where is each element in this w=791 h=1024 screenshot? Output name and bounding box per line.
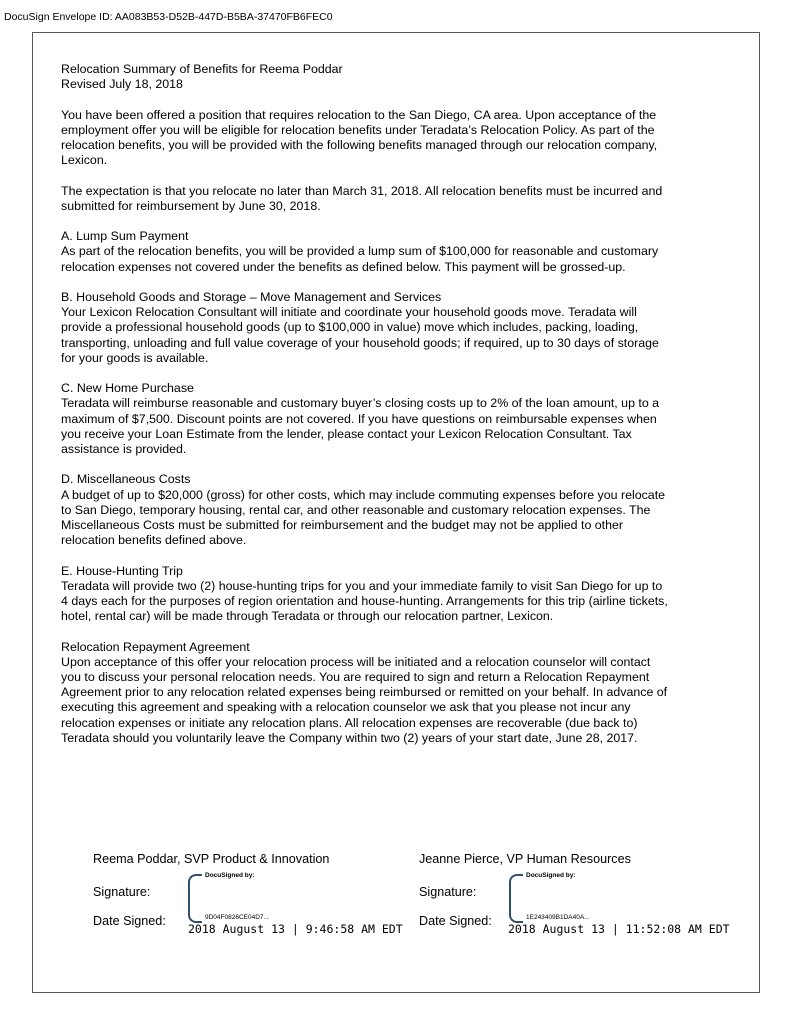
section-lump-sum [61, 229, 671, 275]
section-heading: D. Miscellaneous Costs [61, 472, 191, 487]
section-heading: E. House-Hunting Trip [61, 563, 183, 578]
section-repayment [61, 640, 671, 746]
docusign-bracket-icon [509, 874, 523, 923]
section-body: A budget of up to $20,000 (gross) for other costs, which may include commuting expenses before you relocate to San Diego, temporary housing, rental car, and other reasonable and customary relocation expenses. The Miscellaneous Costs must be submitted for reimbursement and the budget may not be applied to other relocation benefits defined above. [61, 487, 666, 548]
document-title: Relocation Summary of Benefits for Reema Poddar [61, 62, 343, 76]
signature-hash: 1E243409B1DA40A... [526, 914, 590, 921]
signature-label: Signature: [419, 885, 477, 899]
intro-paragraph: You have been offered a position that requires relocation to the San Diego, CA area. Upon acceptance of the employment offer you will be eligible for relocation benefits under Teradata’s Relocation Policy. As part of the relocation benefits, you will be provided with the following benefits managed through our relocation company, Lexicon. [61, 107, 658, 168]
date-signed-label: Date Signed: [93, 914, 166, 928]
section-heading: Relocation Repayment Agreement [61, 639, 250, 654]
docusigned-by-label: DocuSigned by: [526, 872, 576, 879]
document-header [61, 62, 671, 92]
docusign-bracket-icon [188, 874, 202, 923]
revised-date: Revised July 18, 2018 [61, 77, 183, 92]
section-heading: C. New Home Purchase [61, 381, 194, 396]
signer-name-title: Reema Poddar, SVP Product & Innovation [93, 852, 330, 866]
section-new-home [61, 381, 671, 457]
section-body: Teradata will reimburse reasonable and customary buyer’s closing costs up to 2% of the loan amount, up to a maximum of $7,500. Discount points are not covered. If you have questions on reimbursable expenses when you receive your Loan Estimate from the lender, please contact your Lexicon Relocation Consultant. Tax assistance is provided. [61, 396, 660, 456]
section-body: Your Lexicon Relocation Consultant will initiate and coordinate your household goods move. Teradata will provide a professional household goods (up to $100,000 in value) move which includes, packing, loading, transporting, unloading and full value coverage of your household goods; if required, up to 30 days of storage for your goods is available. [61, 305, 659, 365]
section-house-hunting [61, 564, 671, 625]
signature-label: Signature: [93, 885, 151, 899]
envelope-id: DocuSign Envelope ID: AA083B53-D52B-447D-B5BA-37470FB6FEC0 [4, 11, 333, 23]
section-heading: B. Household Goods and Storage – Move Management and Services [61, 289, 442, 304]
expectation-paragraph: The expectation is that you relocate no later than March 31, 2018. All relocation benefits must be incurred and submitted for reimbursement by June 30, 2018. [61, 183, 663, 213]
date-signed-value: 2018 August 13 | 11:52:08 AM EDT [508, 922, 730, 936]
signer-name-title: Jeanne Pierce, VP Human Resources [419, 852, 631, 866]
date-signed-label: Date Signed: [419, 914, 492, 928]
section-heading: A. Lump Sum Payment [61, 229, 189, 244]
section-household-goods [61, 290, 671, 366]
document-body [61, 62, 671, 761]
section-body: Upon acceptance of this offer your relocation process will be initiated and a relocation counselor will contact you to discuss your personal relocation needs. You are required to sign and return a Relocation Repayment Agreement prior to any relocation related expenses being reimbursed or remitted on your behalf. In advance of executing this agreement and speaking with a relocation counselor we ask that you please not incur any relocation expenses or initiate any relocation plans. All relocation expenses are recoverable (due back to) Teradata should you voluntarily leave the Company within two (2) years of your start date, June 28, 2017. [61, 654, 668, 745]
section-body: Teradata will provide two (2) house-hunting trips for you and your immediate family to visit San Diego for up to 4 days each for the purposes of region orientation and house-hunting. Arrangements for this trip (airline tickets, hotel, rental car) will be made through Teradata or through our relocation partner, Lexicon. [61, 578, 668, 624]
date-signed-value: 2018 August 13 | 9:46:58 AM EDT [188, 922, 403, 936]
docusigned-by-label: DocuSigned by: [205, 872, 255, 879]
signature-hash: 9D04F0826CE04D7... [205, 914, 269, 921]
section-body: As part of the relocation benefits, you will be provided a lump sum of $100,000 for reasonable and customary relocation expenses not covered under the benefits as defined below. This payment will be grossed-up. [61, 244, 659, 274]
section-misc-costs [61, 472, 671, 548]
